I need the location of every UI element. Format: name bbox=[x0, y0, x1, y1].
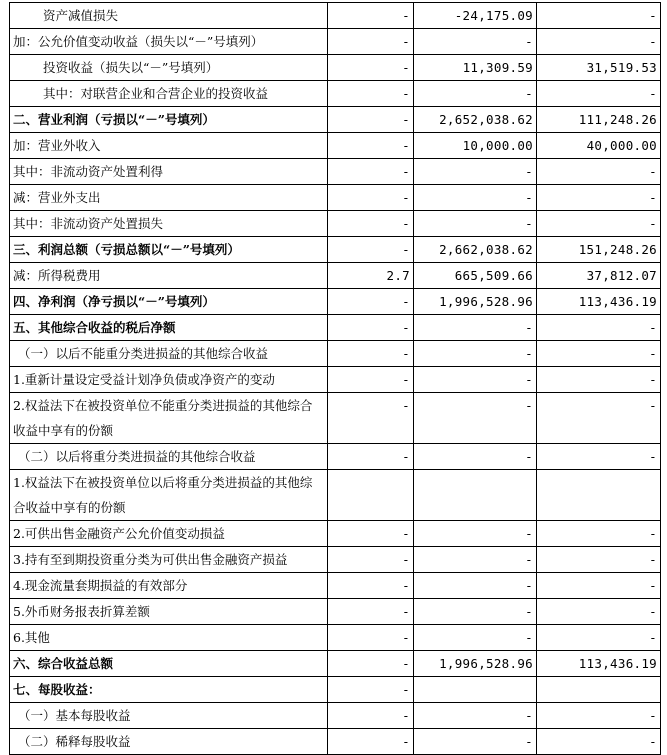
note-cell: - bbox=[328, 341, 414, 367]
current-period-amount: 1,996,528.96 bbox=[414, 289, 537, 315]
note-cell: - bbox=[328, 444, 414, 470]
current-period-amount: - bbox=[414, 521, 537, 547]
previous-period-amount: 113,436.19 bbox=[537, 289, 661, 315]
note-cell: - bbox=[328, 393, 414, 444]
note-cell: - bbox=[328, 651, 414, 677]
line-item-label: 加：营业外收入 bbox=[10, 133, 328, 159]
line-item-label: 二、营业利润（亏损以“－”号填列） bbox=[10, 107, 328, 133]
previous-period-amount: - bbox=[537, 625, 661, 651]
current-period-amount: 10,000.00 bbox=[414, 133, 537, 159]
note-cell bbox=[328, 470, 414, 521]
line-item-label: 投资收益（损失以“－”号填列） bbox=[10, 55, 328, 81]
current-period-amount bbox=[414, 677, 537, 703]
line-item-label: （二）以后将重分类进损益的其他综合收益 bbox=[10, 444, 328, 470]
line-item-label: （一）基本每股收益 bbox=[10, 703, 328, 729]
line-item-label: 1.重新计量设定受益计划净负债或净资产的变动 bbox=[10, 367, 328, 393]
table-row bbox=[10, 573, 661, 599]
previous-period-amount: - bbox=[537, 393, 661, 444]
table-row bbox=[10, 29, 661, 55]
table-row bbox=[10, 521, 661, 547]
table-row bbox=[10, 625, 661, 651]
current-period-amount: - bbox=[414, 29, 537, 55]
previous-period-amount: - bbox=[537, 81, 661, 107]
table-row bbox=[10, 159, 661, 185]
current-period-amount: - bbox=[414, 393, 537, 444]
line-item-label: 5.外币财务报表折算差额 bbox=[10, 599, 328, 625]
table-row bbox=[10, 3, 661, 29]
current-period-amount: - bbox=[414, 625, 537, 651]
line-item-label: 加：公允价值变动收益（损失以“－”号填列） bbox=[10, 29, 328, 55]
previous-period-amount bbox=[537, 677, 661, 703]
current-period-amount: - bbox=[414, 573, 537, 599]
current-period-amount: 2,662,038.62 bbox=[414, 237, 537, 263]
note-cell: - bbox=[328, 237, 414, 263]
previous-period-amount: - bbox=[537, 703, 661, 729]
note-cell: - bbox=[328, 599, 414, 625]
note-cell: - bbox=[328, 573, 414, 599]
current-period-amount: - bbox=[414, 185, 537, 211]
previous-period-amount: - bbox=[537, 185, 661, 211]
previous-period-amount: 111,248.26 bbox=[537, 107, 661, 133]
note-cell: - bbox=[328, 107, 414, 133]
table-row bbox=[10, 367, 661, 393]
table-row bbox=[10, 651, 661, 677]
table-row bbox=[10, 107, 661, 133]
current-period-amount: - bbox=[414, 444, 537, 470]
line-item-label: 4.现金流量套期损益的有效部分 bbox=[10, 573, 328, 599]
line-item-label: 其中：非流动资产处置利得 bbox=[10, 159, 328, 185]
current-period-amount: - bbox=[414, 315, 537, 341]
income-statement-body bbox=[10, 3, 661, 755]
table-row bbox=[10, 341, 661, 367]
current-period-amount: - bbox=[414, 159, 537, 185]
previous-period-amount: - bbox=[537, 444, 661, 470]
line-item-label: 2.可供出售金融资产公允价值变动损益 bbox=[10, 521, 328, 547]
note-cell: - bbox=[328, 3, 414, 29]
note-cell: - bbox=[328, 521, 414, 547]
line-item-label: 减：营业外支出 bbox=[10, 185, 328, 211]
current-period-amount: - bbox=[414, 341, 537, 367]
note-cell: - bbox=[328, 81, 414, 107]
line-item-label: 6.其他 bbox=[10, 625, 328, 651]
line-item-label: 其中：对联营企业和合营企业的投资收益 bbox=[10, 81, 328, 107]
previous-period-amount: - bbox=[537, 341, 661, 367]
table-row bbox=[10, 289, 661, 315]
previous-period-amount: - bbox=[537, 3, 661, 29]
previous-period-amount: 37,812.07 bbox=[537, 263, 661, 289]
note-cell: - bbox=[328, 211, 414, 237]
note-cell: - bbox=[328, 625, 414, 651]
note-cell: - bbox=[328, 677, 414, 703]
line-item-label: 五、其他综合收益的税后净额 bbox=[10, 315, 328, 341]
previous-period-amount: - bbox=[537, 599, 661, 625]
table-row bbox=[10, 211, 661, 237]
line-item-label: 七、每股收益： bbox=[10, 677, 328, 703]
current-period-amount: - bbox=[414, 729, 537, 755]
current-period-amount: - bbox=[414, 703, 537, 729]
previous-period-amount: 31,519.53 bbox=[537, 55, 661, 81]
line-item-label: 2.权益法下在被投资单位不能重分类进损益的其他综合收益中享有的份额 bbox=[10, 393, 328, 444]
table-row bbox=[10, 547, 661, 573]
previous-period-amount: - bbox=[537, 573, 661, 599]
table-row bbox=[10, 263, 661, 289]
previous-period-amount: - bbox=[537, 211, 661, 237]
previous-period-amount: - bbox=[537, 729, 661, 755]
line-item-label: （一）以后不能重分类进损益的其他综合收益 bbox=[10, 341, 328, 367]
current-period-amount: -24,175.09 bbox=[414, 3, 537, 29]
note-cell: - bbox=[328, 55, 414, 81]
current-period-amount: - bbox=[414, 367, 537, 393]
note-cell: - bbox=[328, 703, 414, 729]
table-row bbox=[10, 470, 661, 521]
table-row bbox=[10, 55, 661, 81]
line-item-label: 六、综合收益总额 bbox=[10, 651, 328, 677]
previous-period-amount: 151,248.26 bbox=[537, 237, 661, 263]
table-row bbox=[10, 81, 661, 107]
note-cell: - bbox=[328, 159, 414, 185]
line-item-label: 减：所得税费用 bbox=[10, 263, 328, 289]
previous-period-amount: 40,000.00 bbox=[537, 133, 661, 159]
current-period-amount: 2,652,038.62 bbox=[414, 107, 537, 133]
current-period-amount: - bbox=[414, 547, 537, 573]
line-item-label: 其中：非流动资产处置损失 bbox=[10, 211, 328, 237]
line-item-label: 三、利润总额（亏损总额以“－”号填列） bbox=[10, 237, 328, 263]
note-cell: - bbox=[328, 547, 414, 573]
previous-period-amount bbox=[537, 470, 661, 521]
table-row bbox=[10, 677, 661, 703]
current-period-amount: 1,996,528.96 bbox=[414, 651, 537, 677]
income-statement-table bbox=[9, 2, 661, 755]
previous-period-amount: - bbox=[537, 521, 661, 547]
current-period-amount: - bbox=[414, 599, 537, 625]
previous-period-amount: - bbox=[537, 159, 661, 185]
table-row bbox=[10, 133, 661, 159]
current-period-amount bbox=[414, 470, 537, 521]
previous-period-amount: 113,436.19 bbox=[537, 651, 661, 677]
line-item-label: 1.权益法下在被投资单位以后将重分类进损益的其他综合收益中享有的份额 bbox=[10, 470, 328, 521]
note-cell: - bbox=[328, 315, 414, 341]
previous-period-amount: - bbox=[537, 547, 661, 573]
table-row bbox=[10, 444, 661, 470]
note-cell: 2.7 bbox=[328, 263, 414, 289]
table-row bbox=[10, 599, 661, 625]
line-item-label: 资产减值损失 bbox=[10, 3, 328, 29]
current-period-amount: - bbox=[414, 211, 537, 237]
note-cell: - bbox=[328, 185, 414, 211]
line-item-label: （二）稀释每股收益 bbox=[10, 729, 328, 755]
note-cell: - bbox=[328, 367, 414, 393]
current-period-amount: 11,309.59 bbox=[414, 55, 537, 81]
current-period-amount: - bbox=[414, 81, 537, 107]
note-cell: - bbox=[328, 133, 414, 159]
line-item-label: 3.持有至到期投资重分类为可供出售金融资产损益 bbox=[10, 547, 328, 573]
table-row bbox=[10, 315, 661, 341]
previous-period-amount: - bbox=[537, 29, 661, 55]
note-cell: - bbox=[328, 729, 414, 755]
table-row bbox=[10, 703, 661, 729]
previous-period-amount: - bbox=[537, 367, 661, 393]
line-item-label: 四、净利润（净亏损以“－”号填列） bbox=[10, 289, 328, 315]
table-row bbox=[10, 393, 661, 444]
note-cell: - bbox=[328, 29, 414, 55]
previous-period-amount: - bbox=[537, 315, 661, 341]
current-period-amount: 665,509.66 bbox=[414, 263, 537, 289]
note-cell: - bbox=[328, 289, 414, 315]
table-row bbox=[10, 185, 661, 211]
table-row bbox=[10, 237, 661, 263]
table-row bbox=[10, 729, 661, 755]
